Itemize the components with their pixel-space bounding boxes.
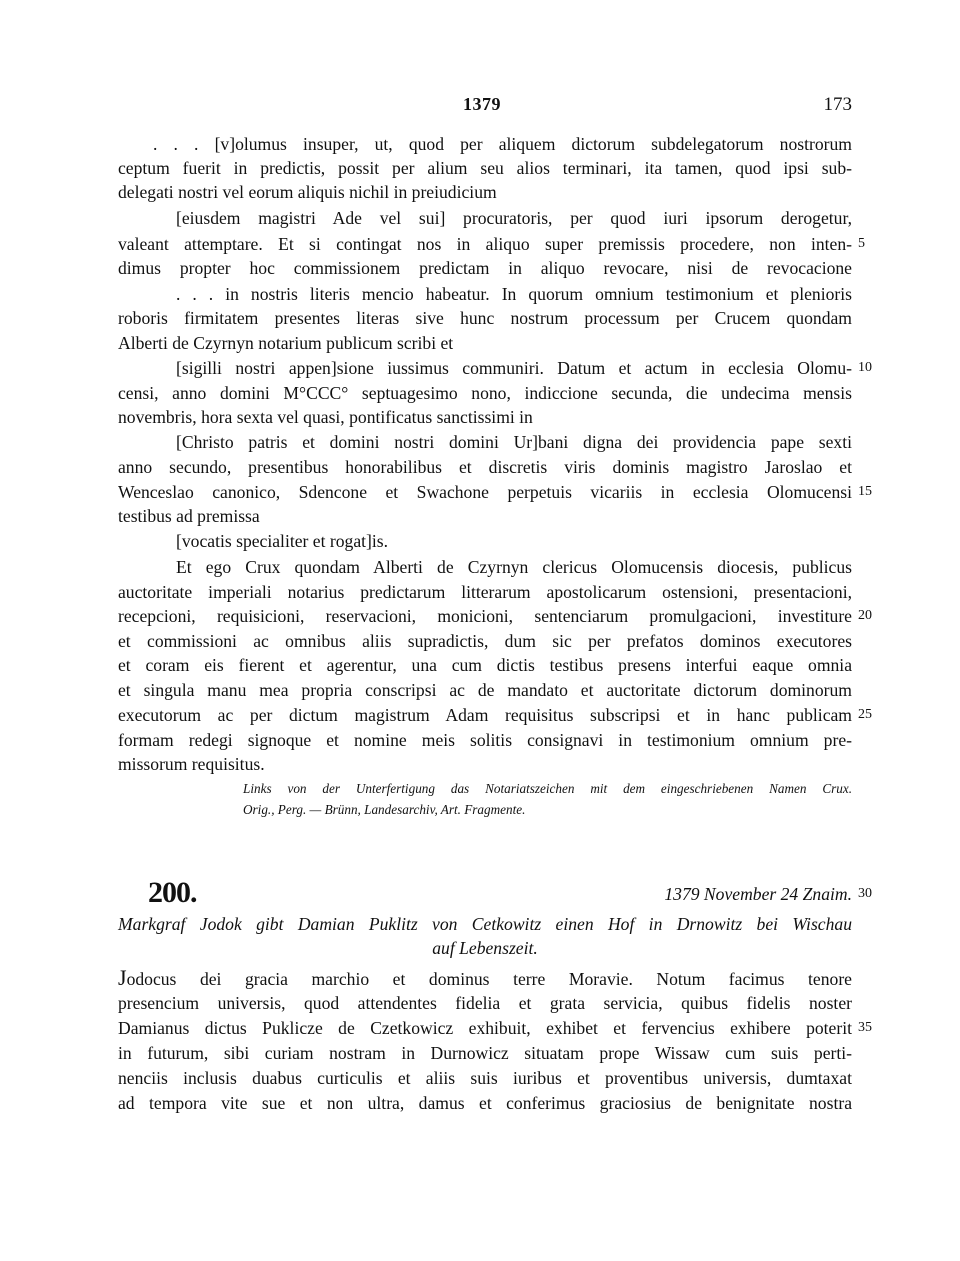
text-line: Damianus dictus Puklicze de Czetkowicz exhibuit, exhibet et fervencius exhibere poterit [118, 1018, 852, 1038]
regest-line: auf Lebenszeit. [432, 938, 538, 958]
running-header-year: 1379 [463, 94, 501, 114]
text-line: auctoritate imperiali notarius predictarum litterarum apostolicarum ostensioni, presentacioni, [118, 582, 852, 602]
text-line-rest: odocus dei gracia marchio et dominus terre Moravie. Notum facimus tenore [126, 969, 852, 989]
text-line: testibus ad premissa [118, 506, 260, 526]
text-line: anno secundo, presentibus honorabilibus et discretis viris dominis magistro Jaroslao et [118, 457, 852, 477]
margin-line-number: 25 [858, 707, 872, 722]
text-line: censi, anno domini M°CCC° septuagesimo nono, indiccione secunda, die undecima mensis [118, 383, 852, 403]
text-line: et commissioni ac omnibus aliis supradictis, dum sic per prefatos dominos executores [118, 631, 852, 651]
text-line: . . . [v]olumus insuper, ut, quod per aliquem dictorum subdelegatorum nostrorum [153, 134, 852, 154]
text-line: dimus propter hoc commissionem predictam in aliquo revocare, nisi de revocacione [118, 258, 852, 278]
margin-line-number: 30 [858, 886, 872, 901]
margin-line-number: 10 [858, 360, 872, 375]
page-number: 173 [823, 94, 852, 115]
margin-line-number: 20 [858, 608, 872, 623]
text-line: delegati nostri vel eorum aliquis nichil in preiudicium [118, 182, 497, 202]
text-line: [Christo patris et domini nostri domini Ur]bani digna dei providencia pape sexti [176, 432, 852, 452]
text-line [118, 966, 852, 991]
initial-letter: J [118, 965, 127, 990]
text-line: [sigilli nostri appen]sione iussimus communiri. Datum et actum in ecclesia Olomu- [176, 358, 852, 378]
text-line: missorum requisitus. [118, 754, 265, 774]
text-line: ad tempora vite sue et non ultra, damus et conferimus graciosius de benignitate nostra [118, 1093, 852, 1113]
text-line: in futurum, sibi curiam nostram in Durnowicz situatam prope Wissaw cum suis perti- [118, 1043, 852, 1063]
text-line: Et ego Crux quondam Alberti de Czyrnyn clericus Olomucensis diocesis, publicus [176, 557, 852, 577]
text-line: [eiusdem magistri Ade vel sui] procuratoris, per quod iuri ipsorum derogetur, [176, 208, 852, 228]
editorial-note: Links von der Unterfertigung das Notariatszeichen mit dem eingeschriebenen Namen Crux. [243, 781, 852, 796]
text-line: roboris firmitatem presentes literas sive hunc nostrum processum per Crucem quondam [118, 308, 852, 328]
text-line: [vocatis specialiter et rogat]is. [176, 531, 389, 551]
text-line: executorum ac per dictum magistrum Adam requisitus subscripsi et in hanc publicam [118, 705, 852, 725]
text-line: Wenceslao canonico, Sdencone et Swachone perpetuis vicariis in ecclesia Olomucensi [118, 482, 852, 502]
text-line: ceptum fuerit in predictis, possit per alium seu alios terminari, ita tamen, quod ipsi sub- [118, 158, 852, 178]
text-line: novembris, hora sexta vel quasi, pontificatus sanctissimi in [118, 407, 533, 427]
text-line: presencium universis, quod attendentes fidelia et grata servicia, quibus fidelis noster [118, 993, 852, 1013]
document-date-place: 1379 November 24 Znaim. [664, 884, 852, 904]
text-line: et singula manu mea propria conscripsi ac de mandato et auctoritate dictorum dominorum [118, 680, 852, 700]
margin-line-number: 35 [858, 1020, 872, 1035]
source-note: Orig., Perg. — Brünn, Landesarchiv, Art. Fragmente. [243, 802, 526, 817]
text-line: valeant attemptare. Et si contingat nos in aliquo super premissis procedere, non inten- [118, 234, 852, 254]
document-number: 200. [148, 876, 197, 909]
margin-line-number: 5 [858, 236, 865, 251]
regest-line: Markgraf Jodok gibt Damian Puklitz von Cetkowitz einen Hof in Drnowitz bei Wischau [118, 914, 852, 934]
text-line: et coram eis fierent et agerentur, una cum dictis testibus presens interfui eaque omnia [118, 655, 852, 675]
text-line: formam redegi signoque et nomine meis solitis consignavi in testimonium omnium pre- [118, 730, 852, 750]
margin-line-number: 15 [858, 484, 872, 499]
text-line: Alberti de Czyrnyn notarium publicum scribi et [118, 333, 454, 353]
text-line: . . . in nostris literis mencio habeatur. In quorum omnium testimonium et plenioris [176, 284, 852, 304]
text-line: nenciis inclusis duabus curticulis et aliis suis iuribus et proventibus universis, dumtaxat [118, 1068, 852, 1088]
text-line: recepcioni, requisicioni, reservacioni, monicioni, sentenciarum promulgacioni, investiture [118, 606, 852, 626]
